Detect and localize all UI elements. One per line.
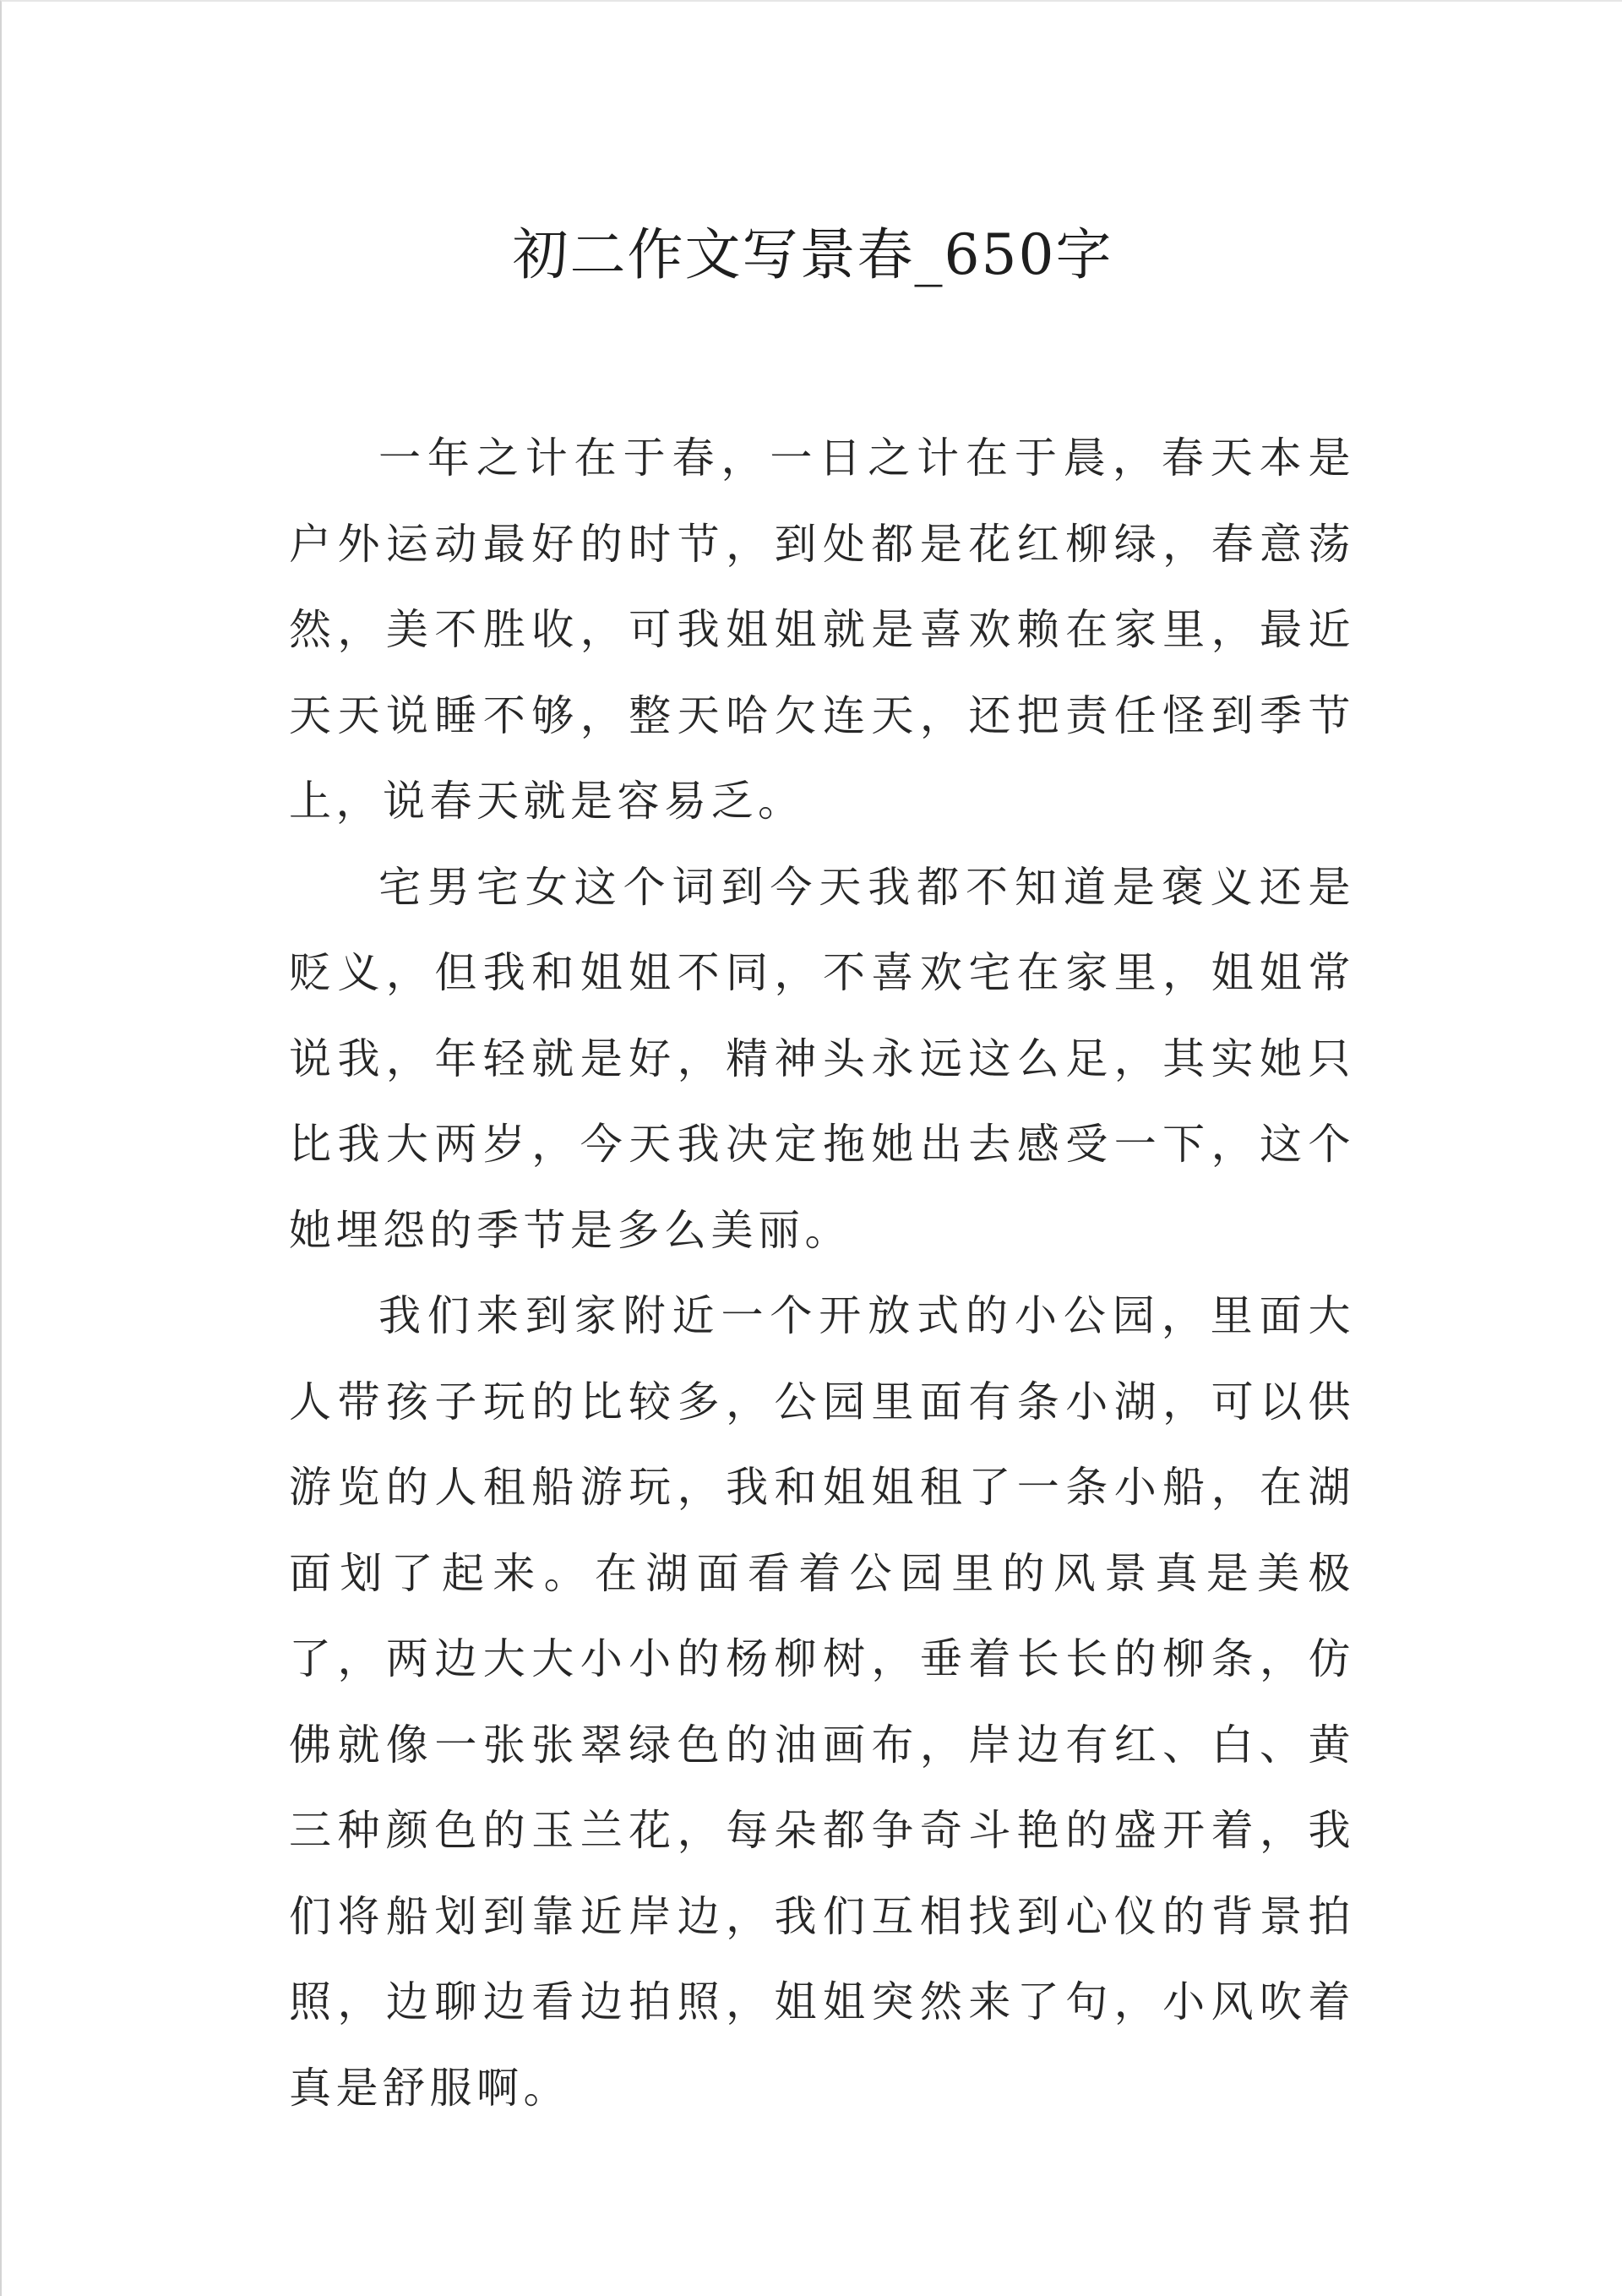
paragraph-3: 我们来到家附近一个开放式的小公园，里面大人带孩子玩的比较多，公园里面有条小湖，可以供游览的人租船游玩，我和姐姐租了一条小船，在湖面划了起来。在湖面看着公园里的风景真是美极了，两边大大小小的杨柳树，垂着长长的柳条，仿佛就像一张张翠绿色的油画布，岸边有红、白、黄三种颜色的玉兰花，每朵都争奇斗艳的盛开着，我们将船划到靠近岸边，我们互相找到心仪的背景拍照，边聊边看边拍照，姐姐突然来了句，小风吹着真是舒服啊。 [289,1291,1355,2113]
paragraph-2: 宅男宅女这个词到今天我都不知道是褒义还是贬义，但我和姐姐不同，不喜欢宅在家里，姐姐常说我，年轻就是好，精神头永远这么足，其实她只比我大两岁，今天我决定拖她出去感受一下，这个她埋怨的季节是多么美丽。 [289,862,1355,1255]
document-body [289,416,1355,2131]
document-title: 初二作文写景春_650字 [512,222,1113,287]
paragraph-1: 一年之计在于春，一日之计在于晨，春天本是户外运动最好的时节，到处都是花红柳绿，春意荡然，美不胜收，可我姐姐就是喜欢赖在家里，最近天天说睡不够，整天哈欠连天，还把责任怪到季节上，说春天就是容易乏。 [289,434,1355,826]
